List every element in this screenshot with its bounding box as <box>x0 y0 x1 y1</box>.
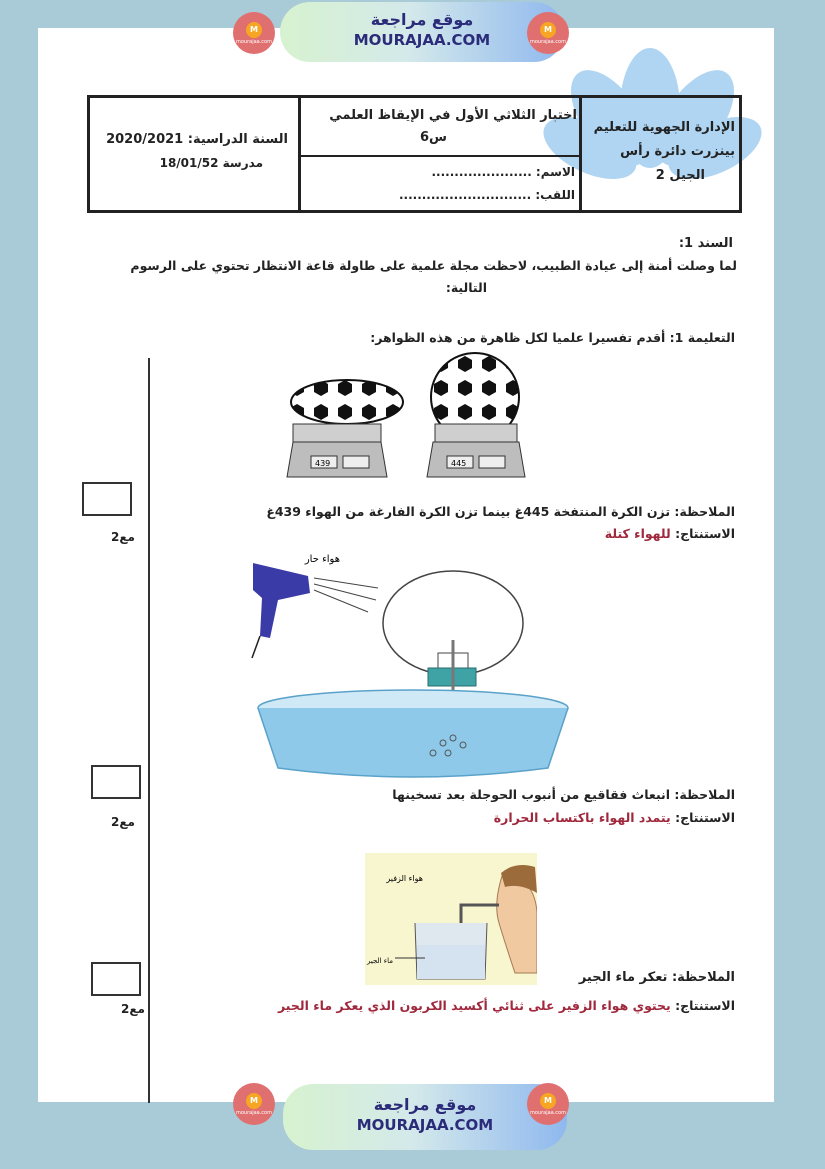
school-year-text: السنة الدراسية: 2020/2021 <box>106 132 288 147</box>
margin-line <box>148 358 150 1103</box>
site-badge-bottom[interactable] <box>283 1084 567 1150</box>
generation-text: الجيل 2 <box>655 168 705 183</box>
conclusion-answer-1: للهواء كتلة <box>604 526 671 541</box>
logo-text: mourajaa.com <box>529 38 566 45</box>
conclusion-label-1: الاستنتاج: <box>675 526 735 541</box>
badge-arabic: موقع مراجعة <box>373 1095 477 1114</box>
grade-text: س6 <box>420 130 447 145</box>
logo-icon: M <box>246 22 262 38</box>
logo-icon: M <box>246 1093 262 1109</box>
limewater-label: ماء الجير <box>367 957 393 965</box>
logo-icon: M <box>540 1093 556 1109</box>
logo-text: mourajaa.com <box>529 1109 566 1116</box>
conclusion-1 <box>605 526 735 541</box>
conclusion-answer-2: يتمدد الهواء باكتساب الحرارة <box>493 810 671 825</box>
conclusion-2 <box>494 810 735 825</box>
score-box-1[interactable] <box>82 482 132 516</box>
conclusion-label-2: الاستنتاج: <box>675 810 735 825</box>
logo-text: mourajaa.com <box>235 1109 272 1116</box>
directorate-text: الإدارة الجهوية للتعليم <box>593 120 735 135</box>
badge-arabic: موقع مراجعة <box>370 10 474 29</box>
balls-on-scales-figure <box>285 352 535 492</box>
observation-1: الملاحظة: تزن الكرة المنتفخة 445غ بينما تزن الكرة الفارغة من الهواء 439غ <box>266 504 735 519</box>
observation-3: الملاحظة: تعكر ماء الجير <box>578 970 735 985</box>
score-label-3: مع2 <box>121 1002 145 1016</box>
context-text-2: التالية: <box>445 280 487 295</box>
site-logo-top-left <box>233 12 275 54</box>
site-logo-bottom-left <box>233 1083 275 1125</box>
exam-title: اختبار الثلاثي الأول في الإيقاظ العلمي <box>329 108 577 123</box>
limewater-figure <box>365 853 537 985</box>
hot-air-label: هواء حار <box>304 554 340 565</box>
surname-field[interactable]: اللقب: ............................. <box>398 188 575 202</box>
context-label: السند 1: <box>678 236 733 251</box>
school-text: مدرسة 18/01/52 <box>159 156 263 170</box>
school-year-cell <box>90 98 301 210</box>
site-logo-bottom-right <box>527 1083 569 1125</box>
left-scale-reading: 439 <box>315 459 331 468</box>
context-text: لما وصلت أمنة إلى عيادة الطبيب، لاحظت مجلة علمية على طاولة قاعة الانتظار تحتوي على الرسوم <box>130 258 737 273</box>
exhaled-air-label: هواء الزفير <box>386 874 423 883</box>
right-scale-reading: 445 <box>451 459 467 468</box>
conclusion-label-3: الاستنتاج: <box>675 998 735 1013</box>
score-box-2[interactable] <box>91 765 141 799</box>
name-field[interactable]: الاسم: ...................... <box>431 165 575 179</box>
badge-english: MOURAJAA.COM <box>356 1116 494 1134</box>
logo-text: mourajaa.com <box>235 38 272 45</box>
score-box-3[interactable] <box>91 962 141 996</box>
score-label-1: مع2 <box>111 530 135 544</box>
site-badge-top[interactable] <box>280 2 564 62</box>
badge-english: MOURAJAA.COM <box>353 31 491 49</box>
instruction-text: التعليمة 1: أقدم تفسيرا علميا لكل ظاهرة من هذه الظواهر: <box>370 330 735 345</box>
score-label-2: مع2 <box>111 815 135 829</box>
logo-icon: M <box>540 22 556 38</box>
heated-flask-figure <box>248 548 578 780</box>
observation-2: الملاحظة: انبعاث فقاقيع من أنبوب الحوجلة بعد تسخينها <box>392 787 735 802</box>
region-text: بينزرت دائرة رأس <box>620 144 735 159</box>
conclusion-3 <box>278 998 735 1013</box>
conclusion-answer-3: يحتوي هواء الزفير على ثنائي أكسيد الكربون الذي يعكر ماء الجير <box>278 998 671 1013</box>
